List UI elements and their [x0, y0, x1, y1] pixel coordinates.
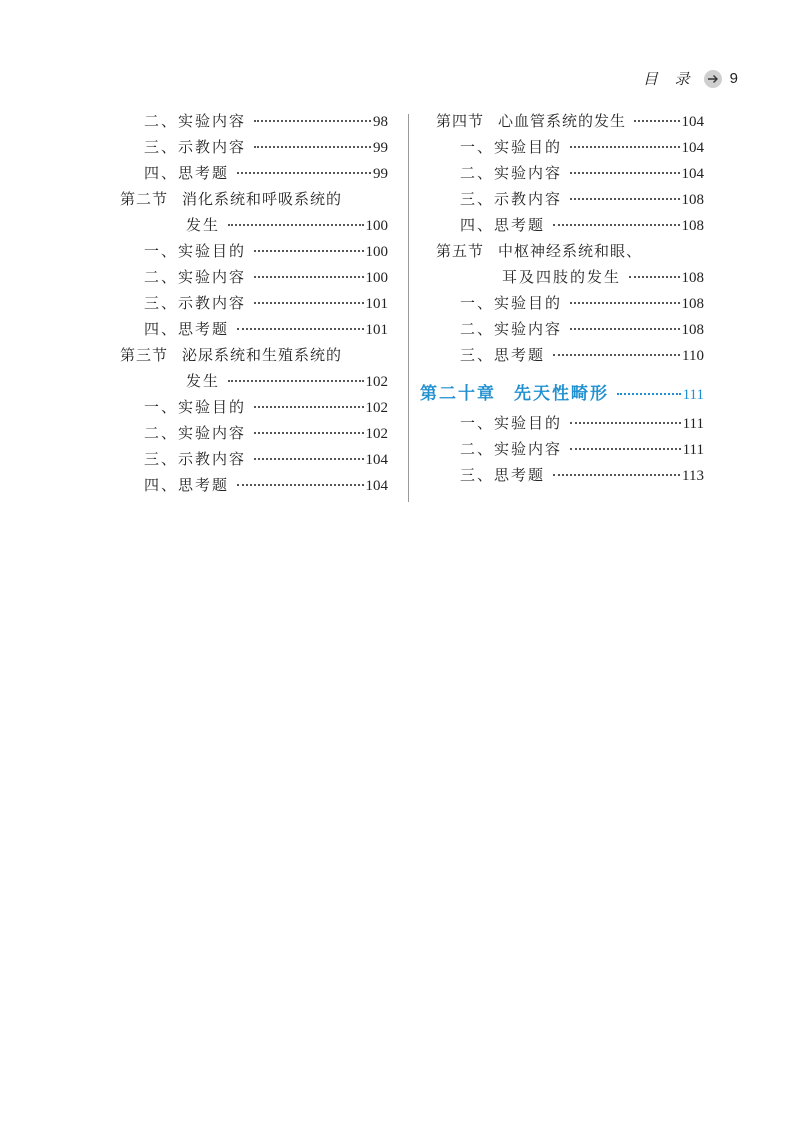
toc-entry[interactable] [436, 436, 704, 462]
toc-left-column [120, 108, 388, 498]
toc-entry-label [144, 134, 246, 160]
toc-entry[interactable] [120, 420, 388, 446]
toc-entry[interactable] [120, 316, 388, 342]
toc-entry[interactable] [436, 134, 704, 160]
toc-entry-text: 先天性畸形 [514, 384, 609, 403]
toc-entry-number: 第五节 [436, 242, 485, 260]
dot-leader [570, 448, 681, 450]
toc-entry-text: 心血管系统的发生 [498, 112, 627, 130]
toc-page-number: 102 [365, 400, 388, 416]
dot-leader [553, 224, 679, 226]
dot-leader [553, 474, 680, 476]
toc-entry[interactable] [120, 446, 388, 472]
toc-entry-label [120, 186, 342, 212]
toc-entry-label [436, 108, 626, 134]
dot-leader [254, 406, 363, 408]
toc-page-number: 99 [373, 166, 388, 182]
toc-page-number: 104 [365, 478, 388, 494]
dot-leader [570, 172, 679, 174]
dot-leader [254, 432, 363, 434]
toc-page-number: 108 [681, 218, 704, 234]
toc-entry-text: 二、实验内容 [460, 320, 563, 338]
toc-entry-text: 一、实验目的 [144, 242, 247, 260]
toc-entry-label [144, 108, 246, 134]
toc-entry[interactable] [120, 108, 388, 134]
dot-leader [254, 250, 363, 252]
toc-entry[interactable] [120, 368, 388, 394]
toc-entry-text: 二、实验内容 [144, 268, 247, 286]
toc-page-number: 111 [682, 442, 704, 458]
toc-entry[interactable] [436, 186, 704, 212]
toc-entry-label [420, 378, 609, 410]
toc-page-number: 111 [682, 387, 704, 403]
toc-page-number: 104 [365, 452, 388, 468]
toc-page-number: 100 [365, 218, 388, 234]
toc-entry-number: 第二节 [120, 190, 169, 208]
toc-page-number: 101 [365, 322, 388, 338]
arrow-right-icon [704, 70, 722, 88]
toc-entry-number: 第三节 [120, 346, 169, 364]
toc-section-entry[interactable] [436, 108, 704, 134]
toc-page-number: 99 [373, 140, 388, 156]
toc-entry-label [186, 368, 220, 394]
toc-entry-number: 第二十章 [420, 384, 496, 403]
toc-entry-label [144, 446, 246, 472]
dot-leader [254, 302, 363, 304]
dot-leader [228, 380, 363, 382]
toc-page-number: 110 [682, 348, 704, 364]
toc-section-entry[interactable] [120, 186, 388, 212]
toc-entry-text: 四、思考题 [460, 216, 546, 234]
toc-page-number: 108 [681, 322, 704, 338]
toc-entry-text: 发生 [186, 372, 221, 390]
toc-entry-text: 泌尿系统和生殖系统的 [182, 346, 343, 364]
toc-section-entry[interactable] [120, 342, 388, 368]
toc-entry-text: 发生 [186, 216, 221, 234]
toc-page-number: 113 [682, 468, 704, 484]
toc-entry-label [460, 134, 562, 160]
toc-entry[interactable] [436, 462, 704, 488]
toc-entry[interactable] [120, 394, 388, 420]
toc-entry-text: 中枢神经系统和眼、 [498, 242, 643, 260]
toc-entry-text: 消化系统和呼吸系统的 [182, 190, 343, 208]
toc-page-number: 100 [365, 244, 388, 260]
dot-leader [254, 146, 371, 148]
toc-right-column [420, 108, 704, 488]
toc-entry-label [460, 316, 562, 342]
toc-entry-number: 第四节 [436, 112, 485, 130]
toc-page-number: 100 [365, 270, 388, 286]
toc-page-number: 102 [365, 374, 388, 390]
toc-entry-label [144, 316, 229, 342]
dot-leader [570, 302, 679, 304]
toc-entry-label [186, 212, 220, 238]
dot-leader [570, 198, 679, 200]
toc-entry-label [460, 410, 562, 436]
toc-entry-label [144, 420, 246, 446]
dot-leader [228, 224, 363, 226]
toc-entry-text: 一、实验目的 [460, 138, 563, 156]
toc-page-number: 108 [681, 270, 704, 286]
toc-entry-text: 三、示教内容 [144, 294, 247, 312]
toc-entry[interactable] [120, 472, 388, 498]
page-number: 9 [729, 70, 738, 87]
toc-entry-label [460, 186, 562, 212]
toc-entry-text: 一、实验目的 [460, 414, 563, 432]
column-divider [408, 114, 409, 502]
toc-entry-text: 一、实验目的 [460, 294, 563, 312]
toc-page-number: 101 [365, 296, 388, 312]
toc-page-number: 104 [681, 166, 704, 182]
toc-entry[interactable] [120, 212, 388, 238]
toc-entry-label [144, 394, 246, 420]
toc-entry-label [460, 212, 545, 238]
toc-entry-label [460, 436, 562, 462]
toc-entry-text: 一、实验目的 [144, 398, 247, 416]
toc-entry-label [436, 238, 642, 264]
toc-entry[interactable] [436, 316, 704, 342]
toc-page-number: 108 [681, 296, 704, 312]
toc-entry-text: 二、实验内容 [460, 164, 563, 182]
toc-entry-text: 三、示教内容 [144, 138, 247, 156]
toc-entry-text: 二、实验内容 [144, 112, 247, 130]
dot-leader [254, 276, 363, 278]
toc-entry-label [144, 160, 229, 186]
toc-section-entry[interactable] [436, 238, 704, 264]
toc-entry[interactable] [436, 410, 704, 436]
dot-leader [629, 276, 679, 278]
toc-entry-text: 三、示教内容 [460, 190, 563, 208]
toc-entry[interactable] [120, 238, 388, 264]
toc-entry-label [120, 342, 342, 368]
toc-entry[interactable] [120, 134, 388, 160]
toc-entry[interactable] [120, 160, 388, 186]
toc-entry-label [144, 290, 246, 316]
toc-entry-text: 二、实验内容 [144, 424, 247, 442]
page-header [643, 68, 738, 89]
toc-entry-label [460, 342, 545, 368]
toc-entry-text: 三、思考题 [460, 346, 546, 364]
toc-chapter-entry[interactable] [420, 378, 704, 410]
toc-entry[interactable] [436, 212, 704, 238]
toc-page-number: 102 [365, 426, 388, 442]
toc-entry-label [502, 264, 621, 290]
header-title: 目 录 [642, 70, 696, 88]
toc-page-number: 98 [373, 114, 388, 130]
toc-entry-text: 四、思考题 [144, 164, 230, 182]
dot-leader [237, 484, 363, 486]
toc-entry-text: 四、思考题 [144, 320, 230, 338]
toc-entry-label [144, 264, 246, 290]
toc-entry-label [144, 472, 229, 498]
dot-leader [254, 458, 363, 460]
toc-entry-text: 二、实验内容 [460, 440, 563, 458]
dot-leader [634, 120, 679, 122]
toc-entry-label [460, 290, 562, 316]
toc-entry[interactable] [436, 290, 704, 316]
toc-entry-label [460, 160, 562, 186]
dot-leader [570, 328, 679, 330]
toc-page-number: 104 [681, 140, 704, 156]
toc-entry-text: 三、思考题 [460, 466, 546, 484]
toc-entry[interactable] [436, 342, 704, 368]
dot-leader [254, 120, 371, 122]
dot-leader [553, 354, 680, 356]
toc-entry[interactable] [436, 160, 704, 186]
toc-entry-label [144, 238, 246, 264]
dot-leader [617, 393, 681, 395]
toc-entry-text: 三、示教内容 [144, 450, 247, 468]
toc-page-number: 111 [682, 416, 704, 432]
dot-leader [237, 172, 371, 174]
toc-entry-label [460, 462, 545, 488]
dot-leader [570, 146, 679, 148]
toc-entry[interactable] [436, 264, 704, 290]
toc-entry[interactable] [120, 264, 388, 290]
toc-entry-text: 四、思考题 [144, 476, 230, 494]
toc-entry[interactable] [120, 290, 388, 316]
toc-page-number: 104 [681, 114, 704, 130]
dot-leader [237, 328, 363, 330]
toc-page-number: 108 [681, 192, 704, 208]
toc-entry-text: 耳及四肢的发生 [502, 268, 622, 286]
dot-leader [570, 422, 681, 424]
